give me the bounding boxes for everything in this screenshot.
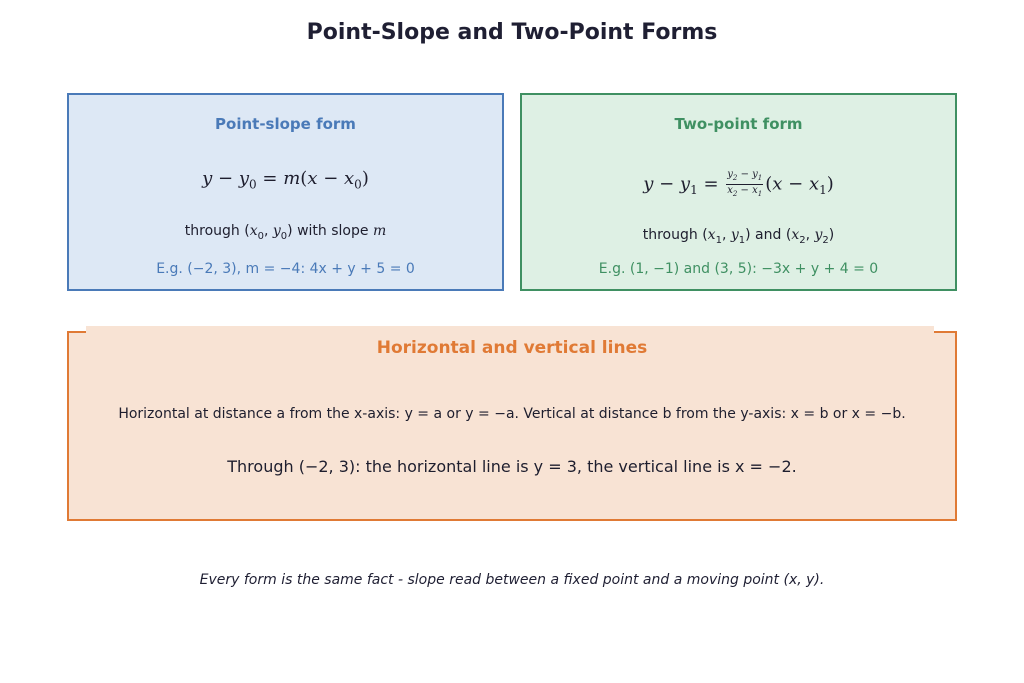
point-slope-heading: Point-slope form <box>215 115 356 133</box>
two-point-example: E.g. (1, −1) and (3, 5): −3x + y + 4 = 0 <box>598 261 879 277</box>
horizontal-vertical-rule: Horizontal at distance a from the x-axis: y = a or y = −a. Vertical at distance b from the y-axis: x = b or x = −b. <box>118 406 906 422</box>
two-point-description: through ($x_1$, $y_1$) and ($x_2$, $y_2$) <box>642 227 835 246</box>
horizontal-vertical-heading-overlay <box>67 338 957 358</box>
point-slope-formula: $y - y_0 = m(x - x_0)$ <box>202 168 369 192</box>
point-slope-description: through ($x_0$, $y_0$) with slope m <box>184 223 387 242</box>
point-slope-example: E.g. (−2, 3), m = −4: 4x + y + 5 = 0 <box>156 261 415 277</box>
card-title-notch <box>86 326 934 336</box>
horizontal-vertical-example: Through (−2, 3): the horizontal line is y = 3, the vertical line is x = −2. <box>227 457 797 476</box>
point-slope-card <box>67 93 504 291</box>
page-title: Point-Slope and Two-Point Forms <box>306 20 718 45</box>
two-point-formula: $y - y_1$ = $\frac{y_2 - y_1}{x_2 - x_1}$ $(x - x_1)$ <box>643 169 834 198</box>
horizontal-vertical-card <box>67 331 957 521</box>
horizontal-vertical-heading-text: Horizontal and vertical lines <box>376 338 648 358</box>
footer-note: Every form is the same fact - slope read between a fixed point and a moving point (x, y). <box>199 572 825 588</box>
two-point-heading: Two-point form <box>674 115 803 133</box>
two-point-card <box>520 93 957 291</box>
